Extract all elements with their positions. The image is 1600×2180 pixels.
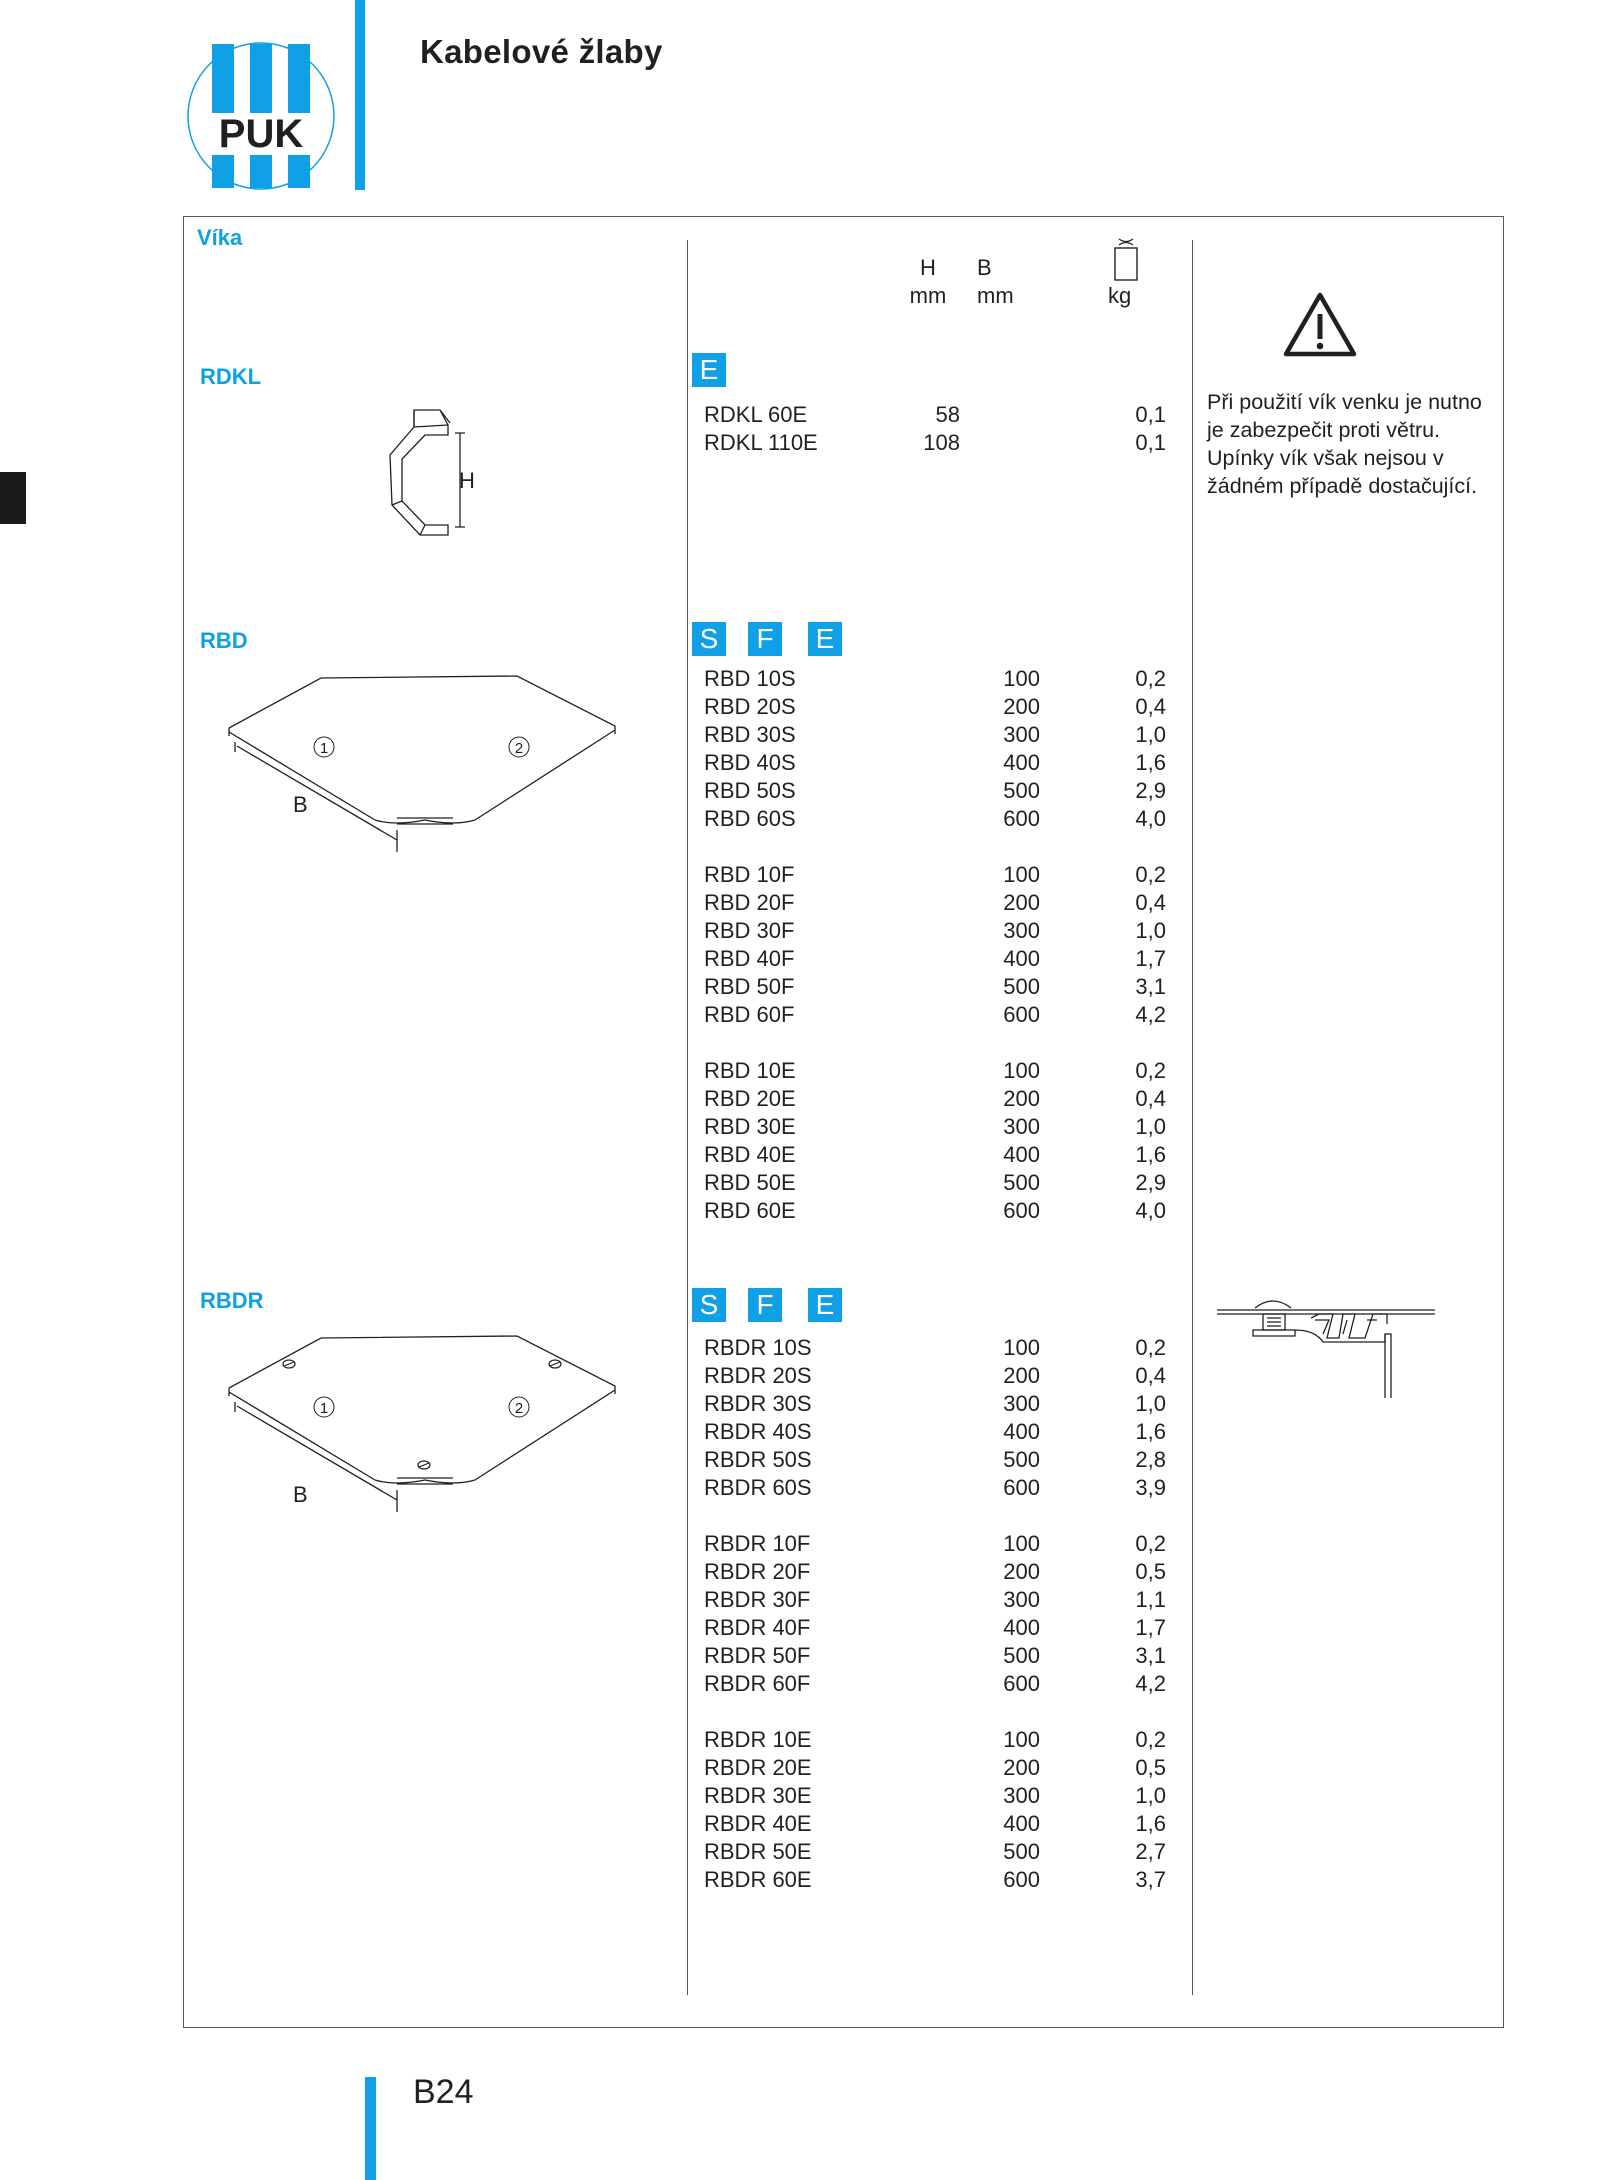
product-code: RBDR 30F bbox=[704, 1587, 811, 1612]
material-badge-e: E bbox=[692, 353, 726, 387]
section-title: Víka bbox=[197, 225, 243, 250]
weight-kg: 3,1 bbox=[1135, 974, 1166, 999]
outdoor-warning-note: Při použití vík venku je nutno je zabezpečit proti větru. Upínky vík však nejsou v žádném případě dostačující. bbox=[1207, 390, 1482, 498]
product-code: RBD 10S bbox=[704, 666, 796, 691]
weight-kg: 0,2 bbox=[1135, 1335, 1166, 1360]
width-mm: 100 bbox=[1003, 1335, 1040, 1360]
width-mm: 200 bbox=[1003, 1086, 1040, 1111]
width-mm: 600 bbox=[1003, 1002, 1040, 1027]
rdkl-diagram bbox=[380, 405, 490, 545]
width-mm: 300 bbox=[1003, 1587, 1040, 1612]
warning-icon bbox=[1282, 290, 1358, 360]
product-code: RBDR 40S bbox=[704, 1419, 812, 1444]
weight-kg: 3,7 bbox=[1135, 1867, 1166, 1892]
width-mm: 500 bbox=[1003, 1643, 1040, 1668]
weight-kg: 0,5 bbox=[1135, 1755, 1166, 1780]
page-number: B24 bbox=[413, 2073, 474, 2111]
product-code: RBD 60F bbox=[704, 1002, 795, 1027]
b-dim-label: B bbox=[293, 1482, 308, 1507]
product-code: RBDR 30E bbox=[704, 1783, 812, 1808]
weight-kg: 1,0 bbox=[1135, 1114, 1166, 1139]
material-badge-s: S bbox=[692, 622, 726, 656]
width-mm: 200 bbox=[1003, 1363, 1040, 1388]
side-tab-marker bbox=[0, 472, 26, 524]
product-code: RBD 50S bbox=[704, 778, 796, 803]
product-code: RBDR 40E bbox=[704, 1811, 812, 1836]
product-code: RBDR 50E bbox=[704, 1839, 812, 1864]
product-code: RBD 30F bbox=[704, 918, 795, 943]
weight-kg: 0,2 bbox=[1135, 1727, 1166, 1752]
width-mm: 600 bbox=[1003, 1198, 1040, 1223]
weight-kg: 1,6 bbox=[1135, 1419, 1166, 1444]
column-divider bbox=[1192, 240, 1193, 1995]
weight-kg: 0,2 bbox=[1135, 1058, 1166, 1083]
material-badge-s: S bbox=[692, 1288, 726, 1322]
product-code: RBD 10F bbox=[704, 862, 795, 887]
weight-kg: 3,1 bbox=[1135, 1643, 1166, 1668]
width-mm: 500 bbox=[1003, 1839, 1040, 1864]
circle-label-1: 1 bbox=[319, 740, 329, 757]
width-mm: 600 bbox=[1003, 1867, 1040, 1892]
width-mm: 400 bbox=[1003, 1615, 1040, 1640]
product-code: RBDR 50F bbox=[704, 1643, 811, 1668]
b-label: B bbox=[977, 255, 992, 280]
weight-kg: 1,7 bbox=[1135, 1615, 1166, 1640]
product-code: RBD 30E bbox=[704, 1114, 796, 1139]
width-mm: 400 bbox=[1003, 1811, 1040, 1836]
weight-kg: 4,0 bbox=[1135, 806, 1166, 831]
h-label: H bbox=[920, 255, 936, 280]
width-mm: 300 bbox=[1003, 918, 1040, 943]
product-code: RBDR 10F bbox=[704, 1531, 811, 1556]
product-code: RBD 40S bbox=[704, 750, 796, 775]
material-badge-e: E bbox=[808, 622, 842, 656]
product-code: RBDR 50S bbox=[704, 1447, 812, 1472]
puk-logo bbox=[186, 40, 336, 192]
weight-kg: 1,1 bbox=[1135, 1587, 1166, 1612]
weight-kg: 1,6 bbox=[1135, 1811, 1166, 1836]
product-code: RBD 10E bbox=[704, 1058, 796, 1083]
weight-kg: 2,8 bbox=[1135, 1447, 1166, 1472]
product-code: RBDR 20S bbox=[704, 1363, 812, 1388]
width-mm: 400 bbox=[1003, 946, 1040, 971]
weight-kg: 2,9 bbox=[1135, 1170, 1166, 1195]
material-badge-f: F bbox=[748, 622, 782, 656]
product-code: RBDR 60F bbox=[704, 1671, 811, 1696]
weight-kg: 0,4 bbox=[1135, 694, 1166, 719]
width-mm: 100 bbox=[1003, 1727, 1040, 1752]
material-badge-f: F bbox=[748, 1288, 782, 1322]
width-mm: 200 bbox=[1003, 890, 1040, 915]
product-code: RBD 40F bbox=[704, 946, 795, 971]
product-code: RBD 30S bbox=[704, 722, 796, 747]
width-mm: 300 bbox=[1003, 1783, 1040, 1808]
column-header-h bbox=[908, 254, 948, 310]
h-dim-label: H bbox=[459, 468, 475, 493]
weight-kg: 0,2 bbox=[1135, 1531, 1166, 1556]
weight-kg: 1,6 bbox=[1135, 1142, 1166, 1167]
column-header-b bbox=[977, 254, 1027, 310]
product-code: RBDR 10S bbox=[704, 1335, 812, 1360]
rbd-diagram bbox=[225, 670, 625, 870]
column-divider bbox=[687, 240, 688, 1995]
width-mm: 500 bbox=[1003, 1170, 1040, 1195]
height-mm: 108 bbox=[923, 430, 960, 455]
width-mm: 100 bbox=[1003, 1531, 1040, 1556]
product-name-rbdr: RBDR bbox=[200, 1288, 264, 1313]
product-code: RDKL 110E bbox=[704, 430, 818, 455]
weight-kg: 1,6 bbox=[1135, 750, 1166, 775]
width-mm: 600 bbox=[1003, 1671, 1040, 1696]
weight-kg: 4,2 bbox=[1135, 1671, 1166, 1696]
weight-kg: 3,9 bbox=[1135, 1475, 1166, 1500]
page-title: Kabelové žlaby bbox=[420, 33, 663, 70]
product-code: RBDR 30S bbox=[704, 1391, 812, 1416]
product-code: RBD 20S bbox=[704, 694, 796, 719]
weight-kg: 1,7 bbox=[1135, 946, 1166, 971]
weight-kg: 2,7 bbox=[1135, 1839, 1166, 1864]
width-mm: 400 bbox=[1003, 1419, 1040, 1444]
product-code: RBD 60S bbox=[704, 806, 796, 831]
cover-clamp-detail bbox=[1215, 1290, 1445, 1400]
product-code: RBD 50F bbox=[704, 974, 795, 999]
footer-accent-bar bbox=[365, 2077, 376, 2180]
product-code: RBDR 10E bbox=[704, 1727, 812, 1752]
product-code: RBD 60E bbox=[704, 1198, 796, 1223]
weight-kg: 0,2 bbox=[1135, 862, 1166, 887]
width-mm: 200 bbox=[1003, 1755, 1040, 1780]
width-mm: 400 bbox=[1003, 1142, 1040, 1167]
product-code: RBDR 20F bbox=[704, 1559, 811, 1584]
weight-kg: 0,4 bbox=[1135, 1363, 1166, 1388]
width-mm: 500 bbox=[1003, 974, 1040, 999]
width-mm: 200 bbox=[1003, 1559, 1040, 1584]
weight-kg: 0,2 bbox=[1135, 666, 1166, 691]
weight-kg: 1,0 bbox=[1135, 1783, 1166, 1808]
b-unit: mm bbox=[977, 283, 1014, 308]
h-unit: mm bbox=[909, 283, 947, 308]
logo-text: PUK bbox=[218, 112, 304, 156]
width-mm: 600 bbox=[1003, 1475, 1040, 1500]
weight-kg: 0,5 bbox=[1135, 1559, 1166, 1584]
width-mm: 400 bbox=[1003, 750, 1040, 775]
kg-unit: kg bbox=[1108, 283, 1132, 308]
weight-kg: 1,0 bbox=[1135, 1391, 1166, 1416]
product-code: RBD 40E bbox=[704, 1142, 796, 1167]
weight-kg: 0,1 bbox=[1135, 402, 1166, 427]
weight-icon bbox=[1110, 236, 1142, 286]
product-name-rdkl: RDKL bbox=[200, 364, 262, 389]
weight-kg: 0,1 bbox=[1135, 430, 1166, 455]
weight-kg: 4,0 bbox=[1135, 1198, 1166, 1223]
header-accent-bar bbox=[355, 0, 365, 190]
height-mm: 58 bbox=[935, 402, 960, 427]
circle-label-1: 1 bbox=[319, 1400, 329, 1417]
product-code: RBDR 60S bbox=[704, 1475, 812, 1500]
product-code: RBD 50E bbox=[704, 1170, 796, 1195]
product-code: RBD 20F bbox=[704, 890, 795, 915]
width-mm: 600 bbox=[1003, 806, 1040, 831]
width-mm: 200 bbox=[1003, 694, 1040, 719]
width-mm: 100 bbox=[1003, 862, 1040, 887]
width-mm: 300 bbox=[1003, 1391, 1040, 1416]
product-code: RBDR 20E bbox=[704, 1755, 812, 1780]
weight-kg: 1,0 bbox=[1135, 722, 1166, 747]
weight-kg: 1,0 bbox=[1135, 918, 1166, 943]
width-mm: 500 bbox=[1003, 1447, 1040, 1472]
circle-label-2: 2 bbox=[514, 1400, 524, 1417]
width-mm: 100 bbox=[1003, 1058, 1040, 1083]
weight-kg: 2,9 bbox=[1135, 778, 1166, 803]
width-mm: 100 bbox=[1003, 666, 1040, 691]
product-code: RDKL 60E bbox=[704, 402, 808, 427]
product-name-rbd: RBD bbox=[200, 628, 248, 653]
weight-kg: 0,4 bbox=[1135, 890, 1166, 915]
weight-kg: 0,4 bbox=[1135, 1086, 1166, 1111]
rbdr-diagram bbox=[225, 1330, 625, 1530]
product-code: RBDR 40F bbox=[704, 1615, 811, 1640]
circle-label-2: 2 bbox=[514, 740, 524, 757]
width-mm: 300 bbox=[1003, 722, 1040, 747]
width-mm: 300 bbox=[1003, 1114, 1040, 1139]
product-code: RBD 20E bbox=[704, 1086, 796, 1111]
material-badge-e: E bbox=[808, 1288, 842, 1322]
width-mm: 500 bbox=[1003, 778, 1040, 803]
b-dim-label: B bbox=[293, 792, 308, 817]
weight-kg: 4,2 bbox=[1135, 1002, 1166, 1027]
product-code: RBDR 60E bbox=[704, 1867, 812, 1892]
